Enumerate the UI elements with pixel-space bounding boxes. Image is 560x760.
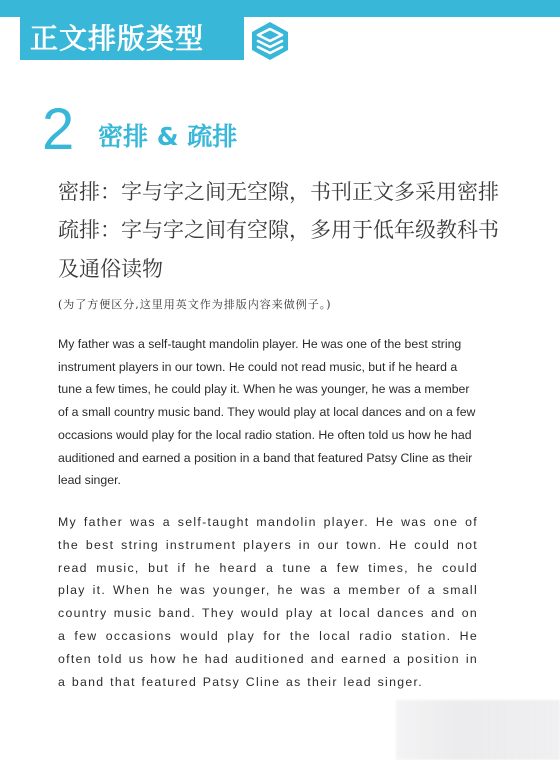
- section-number: 2: [42, 97, 75, 162]
- definition-sparse: 疏排：字与字之间有空隙，多用于低年级教科书: [58, 218, 499, 242]
- definition-dense: 密排：字与字之间无空隙，书刊正文多采用密排: [58, 180, 499, 204]
- corner-fade-overlay: [396, 700, 560, 760]
- top-accent-bar: [0, 0, 560, 17]
- section-title: 密排 & 疏排: [98, 122, 238, 151]
- definition-sparse-continued: 及通俗读物: [58, 257, 163, 281]
- dense-example-paragraph: My father was a self-taught mandolin player. He was one of the best string instrument players in our town. He could not read music, but if he heard a tune a few times, he could play it. When he was younger, he was a member of a small country music band. They would play at local dances and on a few occasions would play for the local radio station. He often told us how he had auditioned and earned a position in a band that featured Patsy Cline as their lead singer.: [58, 337, 476, 488]
- example-note: (为了方便区分,这里用英文作为排版内容来做例子。): [58, 298, 332, 311]
- page-title: 正文排版类型: [30, 22, 205, 55]
- sparse-example-paragraph: My father was a self-taught mandolin player. He was one of the best string instrument players in our town. He could not read music, but if he heard a tune a few times, he could play it. When he was younger, he was a member of a small country music band. They would play at local dances and on a few occasions would play for the local radio station. He often told us how he had auditioned and earned a position in a band that featured Patsy Cline as their lead singer.: [58, 515, 478, 689]
- layered-book-icon: [249, 20, 291, 62]
